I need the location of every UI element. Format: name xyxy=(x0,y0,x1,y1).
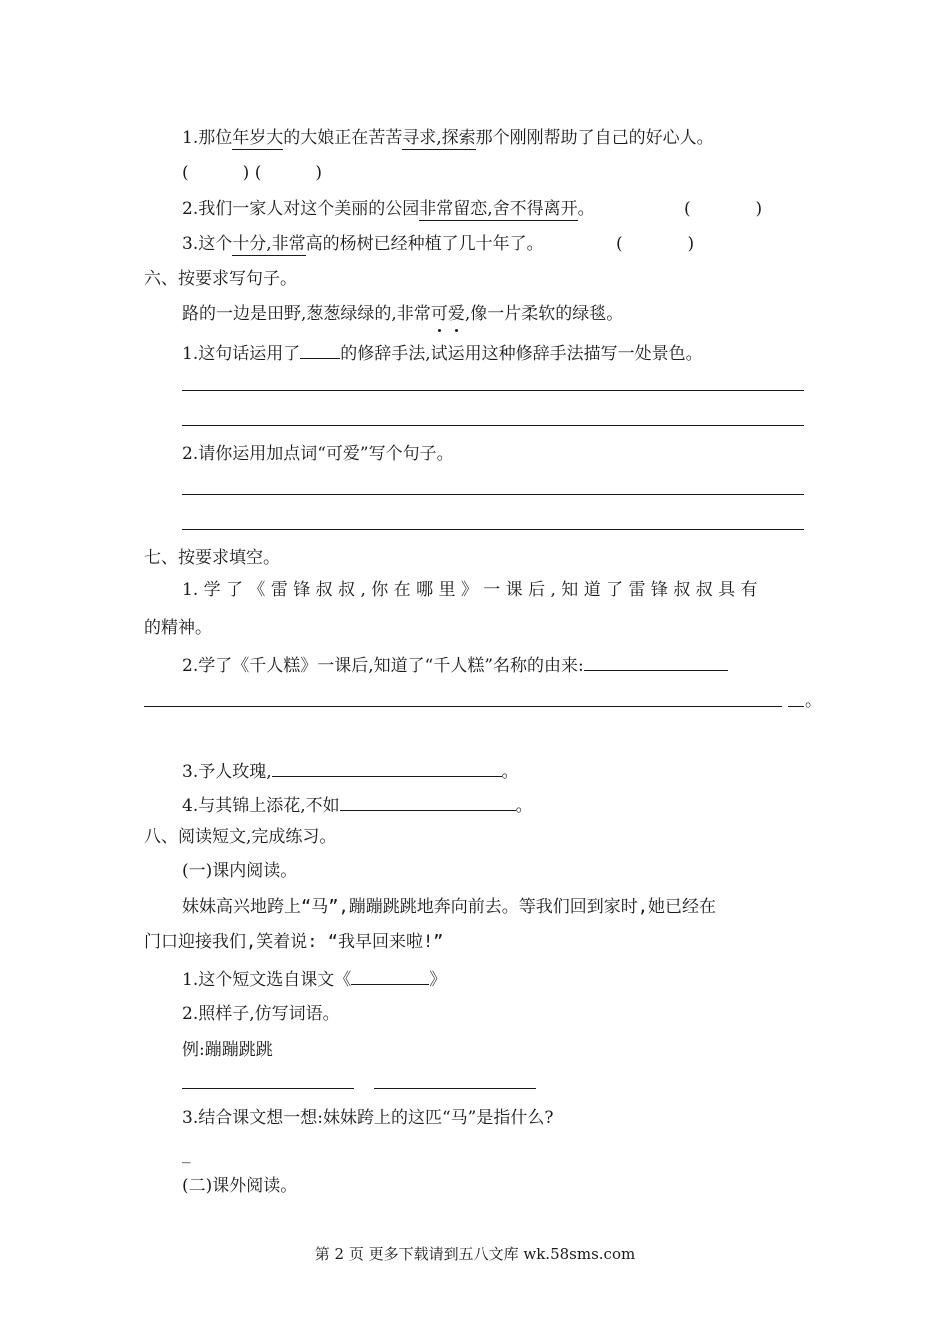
answer-line[interactable] xyxy=(144,706,782,707)
s6-question-1: 1.这句话运用了 的修辞手法,试运用这种修辞手法描写一处景色。 xyxy=(182,340,703,366)
s6-q1-blank[interactable] xyxy=(300,340,340,359)
s5-q1-answer-parens[interactable]: ( ) ( ) xyxy=(182,163,323,183)
s8-question-2: 2.照样子,仿写词语。 xyxy=(182,1004,340,1024)
s8-part1-title: (一)课内阅读。 xyxy=(182,861,298,881)
s7-question-1-line2: 的精神。 xyxy=(144,618,212,638)
s8-part2-title: (二)课外阅读。 xyxy=(182,1176,298,1196)
s8-example: 例:蹦蹦跳跳 xyxy=(182,1040,273,1060)
answer-line[interactable] xyxy=(182,390,804,391)
page-footer: 第 2 页 更多下载请到五八文库 wk.58sms.com xyxy=(314,1245,636,1263)
answer-line[interactable] xyxy=(182,494,804,495)
s7-q3-blank[interactable] xyxy=(272,758,502,777)
section-7-title: 七、按要求填空。 xyxy=(144,548,280,568)
section-8-title: 八、阅读短文,完成练习。 xyxy=(144,827,337,847)
answer-line[interactable] xyxy=(182,425,804,426)
section-6-title: 六、按要求写句子。 xyxy=(144,269,297,289)
s5-question-2: 2.我们一家人对这个美丽的公园非常留恋,舍不得离开。 xyxy=(182,199,595,219)
s7-question-1-line1: 1. 学 了 《 雷 锋 叔 叔 , 你 在 哪 里 》 一 课 后 , 知 道 了 雷 锋 叔 叔 具 有 xyxy=(182,580,758,600)
s7-question-4: 4.与其锦上添花,不如 。 xyxy=(182,792,533,818)
answer-line[interactable] xyxy=(182,1088,354,1089)
s7-question-2: 2.学了《千人糕》一课后,知道了“千人糕”名称的由来: xyxy=(182,652,728,678)
s7-q2-end-mark: 。 xyxy=(805,691,822,711)
s6-sentence: 路的一边是田野,葱葱绿绿的,非常可爱,像一片柔软的绿毯。 xyxy=(182,304,624,324)
answer-line-tail xyxy=(788,706,804,707)
s8-q1-blank[interactable] xyxy=(351,966,429,985)
s5-q2-answer-parens[interactable]: ( ) xyxy=(684,199,763,219)
s5-question-1: 1.那位年岁大的大娘正在苦苦寻求,探索那个刚刚帮助了自己的好心人。 xyxy=(182,128,714,148)
s8-q3-answer-mark[interactable]: _ xyxy=(182,1144,191,1164)
emphasis-dot-char: 爱 xyxy=(447,304,465,324)
s8-question-3: 3.结合课文想一想:妹妹跨上的这匹“马”是指什么? xyxy=(182,1108,554,1128)
s6-question-2: 2.请你运用加点词“可爱”写个句子。 xyxy=(182,444,454,464)
s7-question-3: 3.予人玫瑰, 。 xyxy=(182,758,519,784)
s5-q3-answer-parens[interactable]: ( ) xyxy=(616,234,695,254)
s7-q2-blank[interactable] xyxy=(584,652,728,671)
answer-line[interactable] xyxy=(182,529,804,530)
s7-q4-blank[interactable] xyxy=(340,792,516,811)
s5-question-3: 3.这个十分,非常高的杨树已经种植了几十年了。 xyxy=(182,234,544,254)
answer-line[interactable] xyxy=(374,1088,536,1089)
s8-question-1: 1.这个短文选自课文《 》 xyxy=(182,966,446,992)
s8-passage-line2: 门口迎接我们,笑着说: “我早回来啦!” xyxy=(144,932,444,952)
s8-passage-line1: 妹妹高兴地跨上“马”,蹦蹦跳跳地奔向前去。等我们回到家时,她已经在 xyxy=(182,897,716,917)
emphasis-dot-char: 可 xyxy=(430,304,448,324)
